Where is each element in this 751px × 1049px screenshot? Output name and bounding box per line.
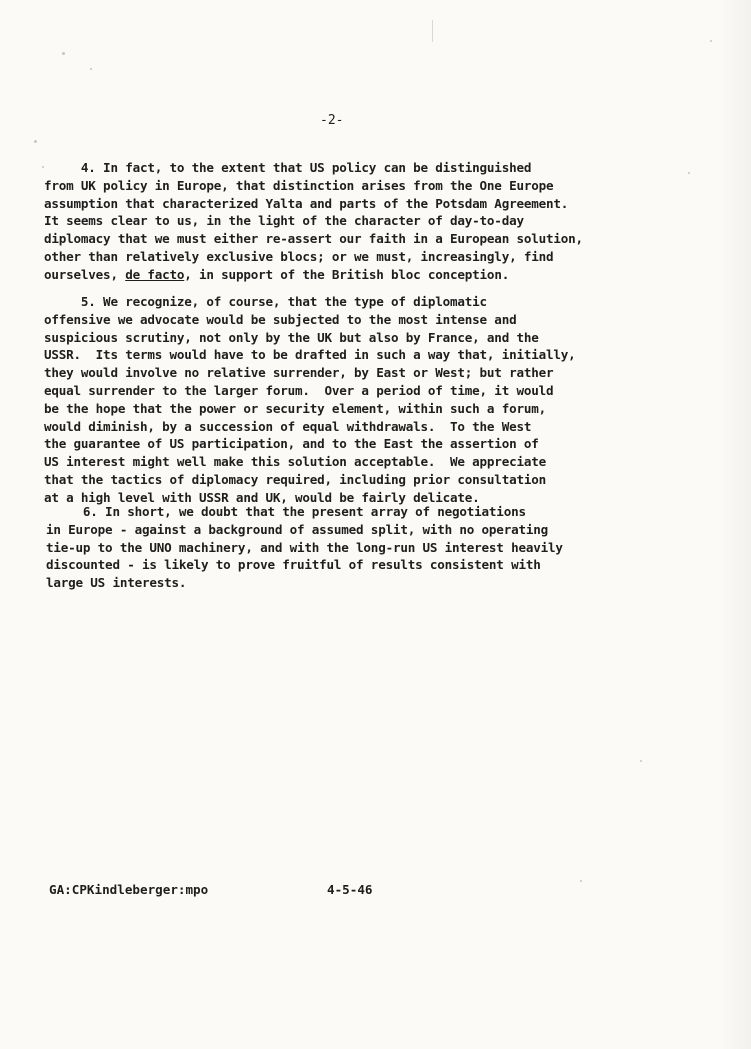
scan-speck [710, 40, 712, 42]
page-number: -2- [320, 113, 344, 128]
paragraph-line: discounted - is likely to prove fruitful of results consistent with [46, 557, 541, 573]
paragraph-line: large US interests. [46, 575, 187, 591]
paragraph-line: that the tactics of diplomacy required, including prior consultation [44, 471, 546, 487]
scan-speck [34, 140, 37, 143]
document-date: 4-5-46 [327, 882, 373, 897]
paragraph-line: diplomacy that we must either re-assert our faith in a European solution, [44, 231, 583, 247]
paragraph-line-suffix: , in support of the British bloc conception. [184, 266, 510, 282]
paragraph-line: equal surrender to the larger forum. Over a period of time, it would [44, 382, 554, 398]
paragraph-line: at a high level with USSR and UK, would be fairly delicate. [44, 489, 480, 505]
paragraph-line-prefix: ourselves, [44, 266, 126, 282]
paragraph-line: 5. We recognize, of course, that the type of diplomatic [44, 294, 487, 309]
paragraph-line: the guarantee of US participation, and to the East the assertion of [44, 436, 539, 452]
paragraph-4 [44, 159, 583, 284]
scan-speck [580, 880, 582, 882]
scan-speck [62, 52, 65, 55]
scan-speck [640, 760, 642, 762]
paragraph-6 [46, 503, 563, 592]
paragraph-line: It seems clear to us, in the light of the character of day-to-day [44, 213, 524, 229]
paragraph-line: they would involve no relative surrender, by East or West; but rather [44, 365, 554, 381]
paragraph-line: USSR. Its terms would have to be drafted in such a way that, initially, [44, 347, 576, 363]
scan-speck [90, 68, 92, 70]
paragraph-line: in Europe - against a background of assumed split, with no operating [46, 521, 548, 537]
paragraph-line: other than relatively exclusive blocs; or we must, increasingly, find [44, 248, 554, 264]
paragraph-line: from UK policy in Europe, that distinction arises from the One Europe [44, 177, 554, 193]
paragraph-line: suspicious scrutiny, not only by the UK but also by France, and the [44, 329, 539, 345]
drafter-initials: GA:CPKindleberger:mpo [49, 882, 209, 897]
underlined-term: de facto [125, 266, 185, 282]
scan-edge-shadow [721, 0, 751, 1049]
paragraph-line: be the hope that the power or security element, within such a forum, [44, 400, 546, 416]
paragraph-line: tie-up to the UNO machinery, and with the long-run US interest heavily [46, 539, 563, 555]
paragraph-line: US interest might well make this solution acceptable. We appreciate [44, 454, 546, 470]
paragraph-line: 6. In short, we doubt that the present array of negotiations [46, 504, 526, 519]
paragraph-line: 4. In fact, to the extent that US policy can be distinguished [44, 160, 532, 175]
scan-speck [432, 20, 433, 42]
paragraph-line: assumption that characterized Yalta and parts of the Potsdam Agreement. [44, 195, 569, 211]
paragraph-line: offensive we advocate would be subjected to the most intense and [44, 311, 517, 327]
paragraph-line: would diminish, by a succession of equal withdrawals. To the West [44, 418, 532, 434]
paragraph-5 [44, 293, 576, 507]
scan-speck [688, 172, 690, 174]
